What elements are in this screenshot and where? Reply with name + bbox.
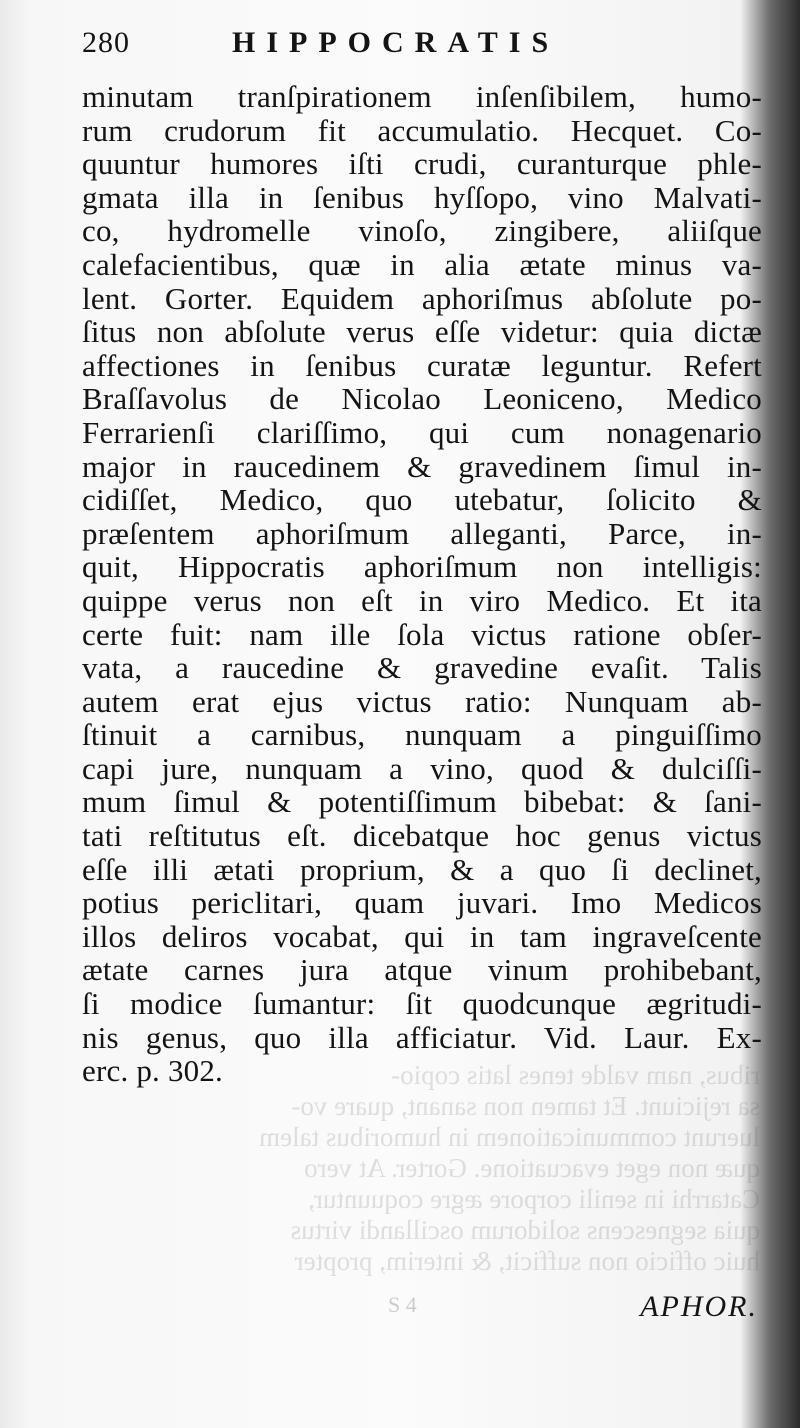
text-line: vata, a raucedine & gravedine evaſit. Talis: [82, 650, 762, 686]
text-line: major in raucedinem & gravedinem ſimul in-: [82, 448, 762, 484]
text-line: calefacientibus, quæ in alia ætate minus va-: [82, 246, 762, 282]
text-line: potius periclitari, quam juvari. Imo Medicos: [82, 885, 762, 921]
signature-mark: S 4: [388, 1292, 417, 1317]
text-line: gmata illa in ſenibus hyſſopo, vino Malvati-: [82, 179, 762, 215]
text-line: illos deliros vocabat, qui in tam ingraveſcente: [82, 918, 762, 954]
page-number: 280: [82, 26, 130, 59]
show-through-text: ribus, nam valde tenes latis copio- sa rejiciunt. Et tamen non sanant, quare vo- luerunt communicationem in humoribus talem quæ non eget evacuatione. Gorter. At vero Catarrhi in senili corpore ægre coquuntur, quia segnescens solidorum oscillandi virtus huic officio non sufficit, & interim, propter: [259, 1060, 760, 1276]
text-line: ſtinuit a carnibus, nunquam a pinguiſſimo: [82, 717, 762, 753]
text-line: præſentem aphoriſmum alleganti, Parce, in-: [82, 515, 762, 551]
text-line: erc. p. 302.: [82, 1053, 223, 1089]
text-line: quit, Hippocratis aphoriſmum non intelligis:: [82, 549, 762, 585]
text-line: Braſſavolus de Nicolao Leoniceno, Medico: [82, 381, 762, 417]
text-line: cidiſſet, Medico, quo utebatur, ſolicito &: [82, 482, 762, 518]
body-text: [82, 80, 762, 1088]
text-line: quuntur humores iſti crudi, curanturque phle-: [82, 146, 762, 182]
text-line: co, hydromelle vinoſo, zingibere, aliiſque: [82, 213, 762, 249]
text-line: tati reſtitutus eſt. dicebatque hoc genus victus: [82, 818, 762, 854]
running-head: HIPPOCRATIS: [232, 26, 560, 59]
text-line: rum crudorum fit accumulatio. Hecquet. Co-: [82, 112, 762, 148]
text-line: ſi modice ſumantur: ſit quodcunque ægritudi-: [82, 986, 762, 1022]
text-line: capi jure, nunquam a vino, quod & dulciſſi-: [82, 750, 762, 786]
text-line: ſitus non abſolute verus eſſe videtur: quia dictæ: [82, 314, 762, 350]
text-line: minutam tranſpirationem inſenſibilem, humo-: [82, 79, 762, 114]
text-line: ætate carnes jura atque vinum prohibebant,: [82, 952, 762, 988]
text-line: autem erat ejus victus ratio: Nunquam ab-: [82, 683, 762, 719]
text-line: nis genus, quo illa afficiatur. Vid. Laur. Ex-: [82, 1019, 762, 1055]
catchword: APHOR.: [640, 1290, 758, 1323]
text-line: Ferrarienſi clariſſimo, qui cum nonagenario: [82, 414, 762, 450]
text-line: mum ſimul & potentiſſimum bibebat: & ſani-: [82, 784, 762, 820]
text-line: eſſe illi ætati proprium, & a quo ſi declinet,: [82, 851, 762, 887]
page-header: [82, 26, 762, 66]
text-line: lent. Gorter. Equidem aphoriſmus abſolute po-: [82, 280, 762, 316]
text-line: affectiones in ſenibus curatæ leguntur. Refert: [82, 347, 762, 383]
text-line: certe fuit: nam ille ſola victus ratione obſer-: [82, 616, 762, 652]
text-line: quippe verus non eſt in viro Medico. Et ita: [82, 582, 762, 618]
